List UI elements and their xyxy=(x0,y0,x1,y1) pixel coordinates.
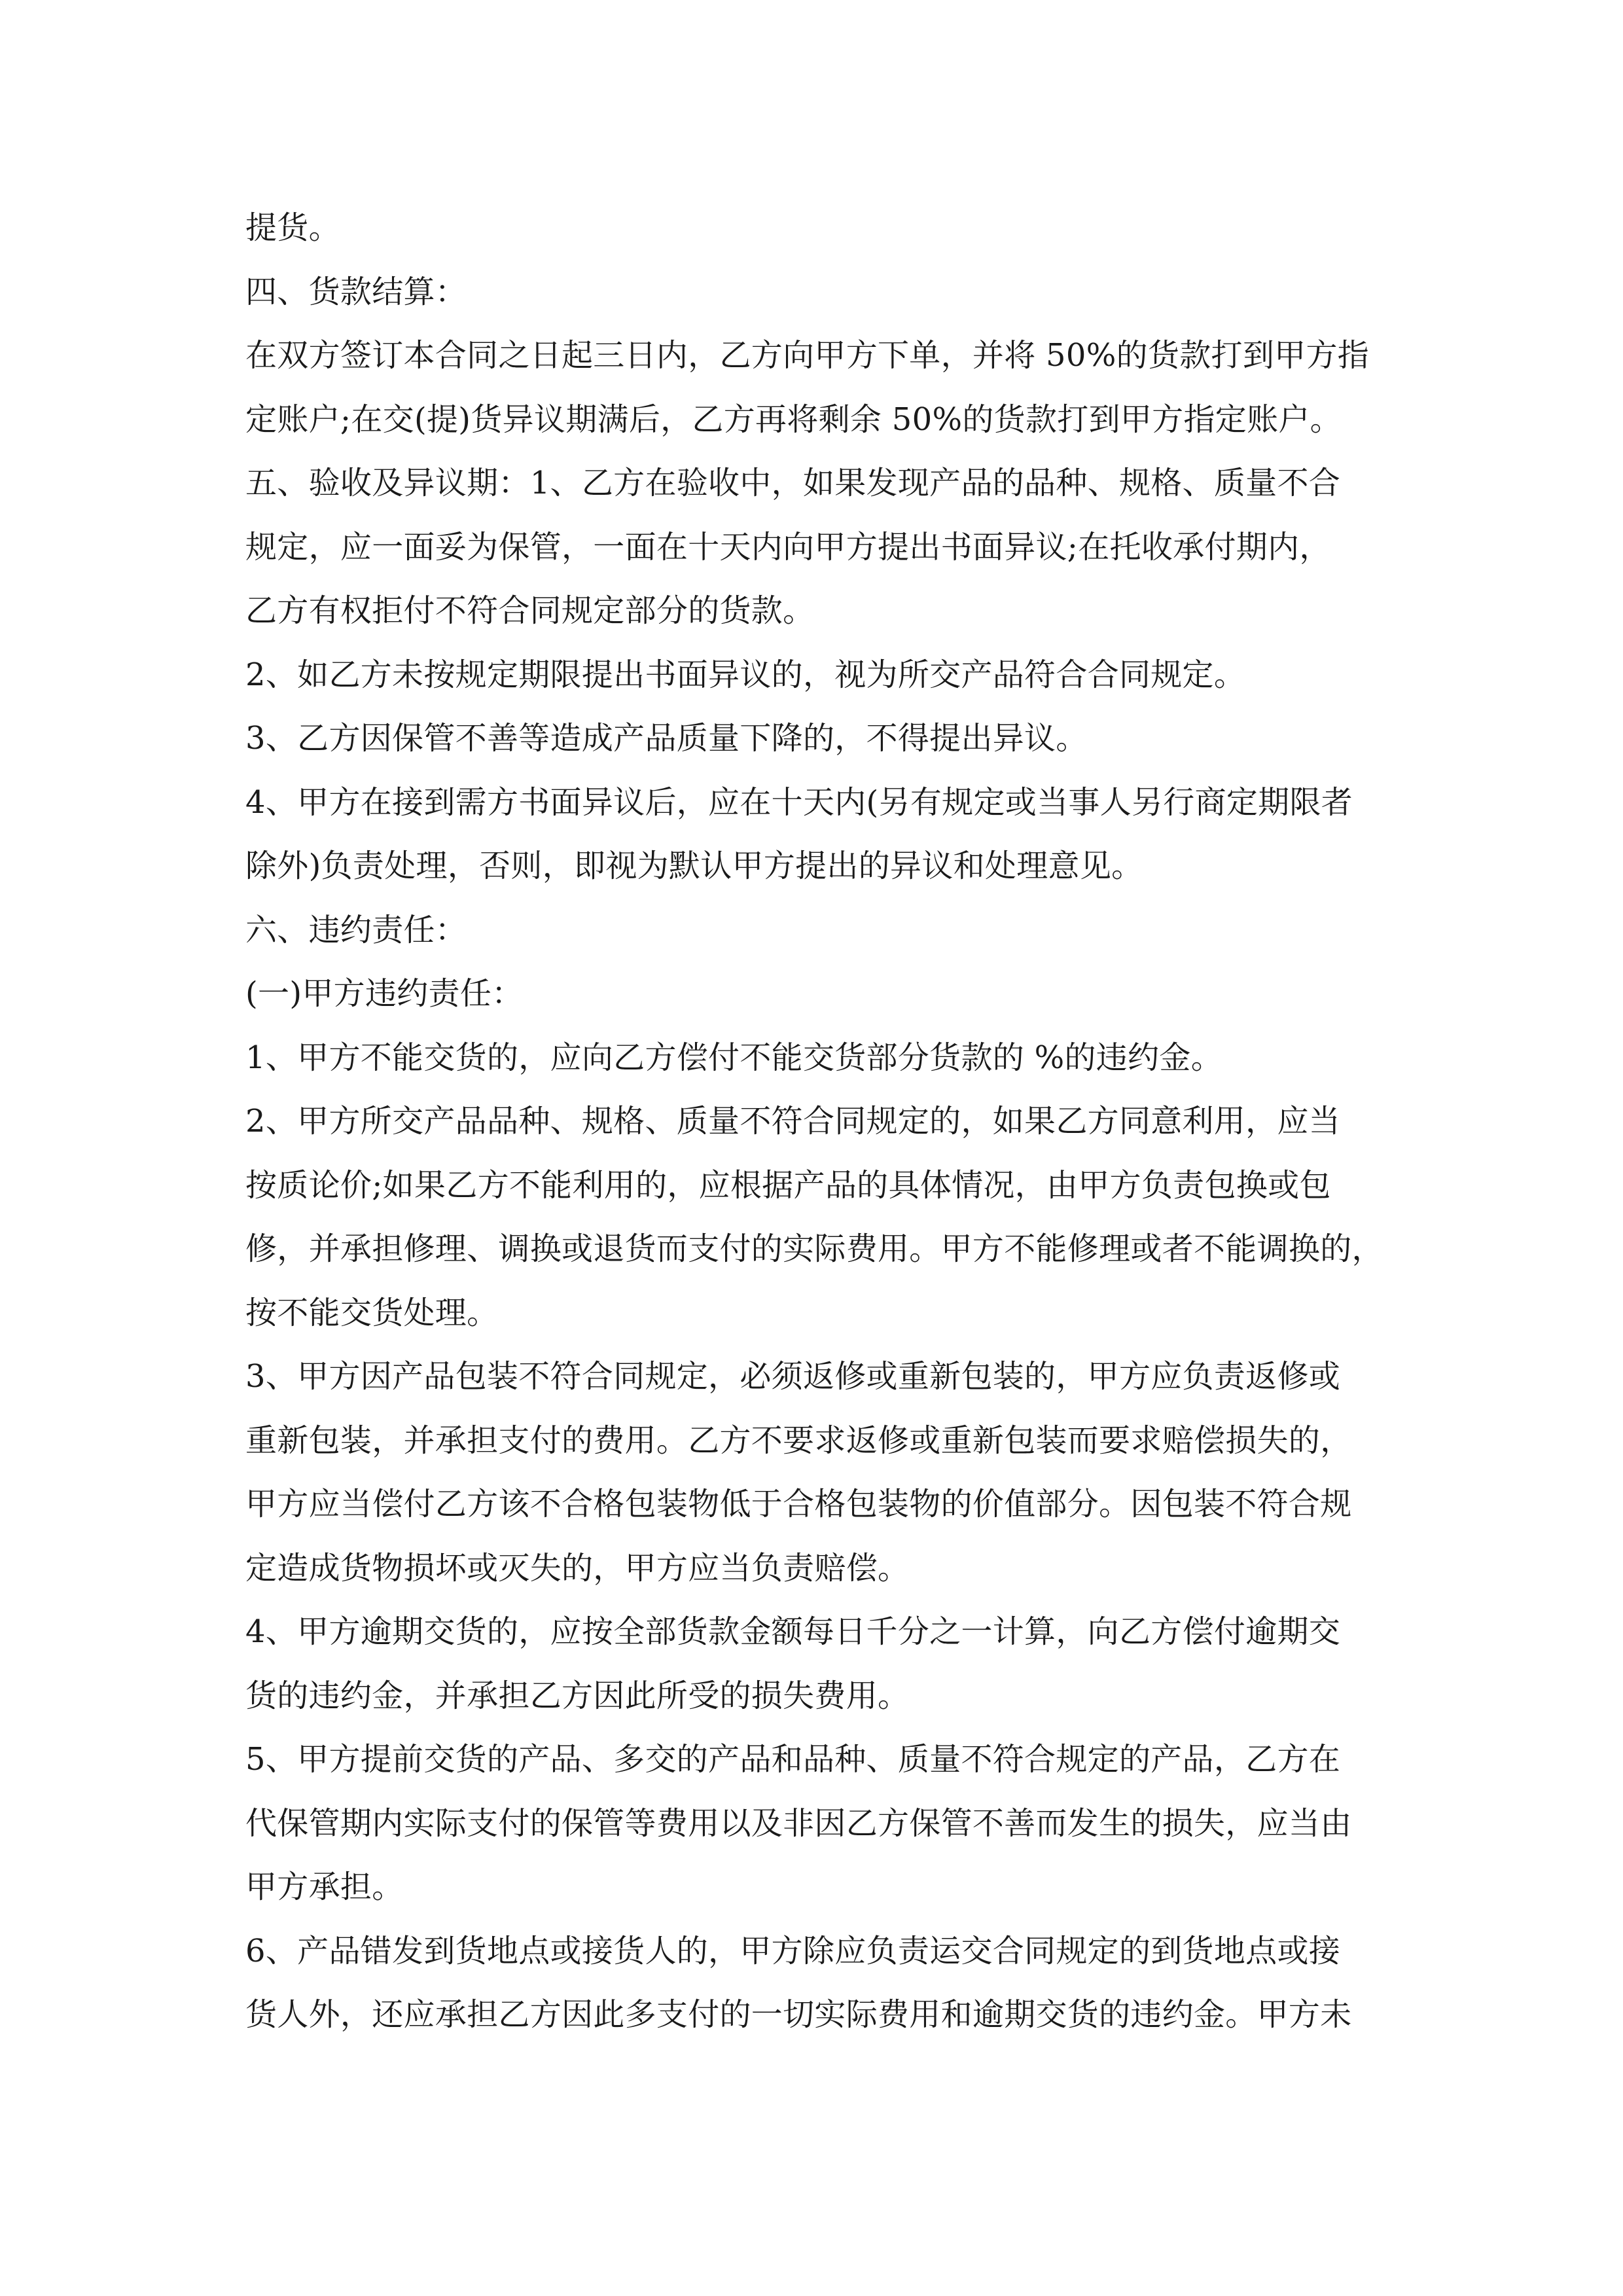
section-heading: 六、违约责任： xyxy=(245,911,467,948)
text-line: 6、产品错发到货地点或接货人的，甲方除应负责运交合同规定的到货地点或接 xyxy=(245,1932,1341,1969)
text-line: 2、如乙方未按规定期限提出书面异议的，视为所交产品符合合同规定。 xyxy=(245,656,1246,693)
text-line: 在双方签订本合同之日起三日内，乙方向甲方下单，并将 50%的货款打到甲方指 xyxy=(245,337,1370,374)
text-line: 3、甲方因产品包装不符合同规定，必须返修或重新包装的，甲方应负责返修或 xyxy=(245,1358,1341,1395)
text-line: 货人外，还应承担乙方因此多支付的一切实际费用和逾期交货的违约金。甲方未 xyxy=(245,1996,1352,2033)
text-line: 1、甲方不能交货的，应向乙方偿付不能交货部分货款的 %的违约金。 xyxy=(245,1039,1223,1076)
text-line: 3、乙方因保管不善等造成产品质量下降的，不得提出异议。 xyxy=(245,720,1088,757)
text-line: 按不能交货处理。 xyxy=(245,1294,499,1331)
text-line: 提货。 xyxy=(245,209,340,246)
text-line: 2、甲方所交产品品种、规格、质量不符合同规定的，如果乙方同意利用，应当 xyxy=(245,1103,1341,1139)
text-line: 货的违约金，并承担乙方因此所受的损失费用。 xyxy=(245,1677,910,1714)
text-line: 定造成货物损坏或灭失的，甲方应当负责赔偿。 xyxy=(245,1549,910,1587)
subsection-heading: (一)甲方违约责任： xyxy=(245,975,524,1012)
section-heading: 四、货款结算： xyxy=(245,273,467,310)
text-line: 5、甲方提前交货的产品、多交的产品和品种、质量不符合规定的产品，乙方在 xyxy=(245,1741,1341,1778)
text-line: 代保管期内实际支付的保管等费用以及非因乙方保管不善而发生的损失，应当由 xyxy=(245,1804,1352,1842)
text-line: 甲方承担。 xyxy=(245,1869,404,1905)
text-line: 4、甲方在接到需方书面异议后，应在十天内(另有规定或当事人另行商定期限者 xyxy=(245,783,1353,821)
text-line: 规定，应一面妥为保管，一面在十天内向甲方提出书面异议;在托收承付期内， xyxy=(245,528,1331,565)
text-line: 按质论价;如果乙方不能利用的，应根据产品的具体情况，由甲方负责包换或包 xyxy=(245,1166,1331,1204)
text-line: 五、验收及异议期：1、乙方在验收中，如果发现产品的品种、规格、质量不合 xyxy=(245,465,1341,501)
text-line: 修，并承担修理、调换或退货而支付的实际费用。甲方不能修理或者不能调换的， xyxy=(245,1230,1383,1267)
text-line: 除外)负责处理，否则，即视为默认甲方提出的异议和处理意见。 xyxy=(245,848,1143,884)
text-line: 定账户;在交(提)货异议期满后，乙方再将剩余 50%的货款打到甲方指定账户。 xyxy=(245,401,1342,438)
text-line: 4、甲方逾期交货的，应按全部货款金额每日千分之一计算，向乙方偿付逾期交 xyxy=(245,1613,1341,1650)
text-line: 重新包装，并承担支付的费用。乙方不要求返修或重新包装而要求赔偿损失的， xyxy=(245,1422,1352,1459)
text-line: 甲方应当偿付乙方该不合格包装物低于合格包装物的价值部分。因包装不符合规 xyxy=(245,1486,1352,1522)
document-page xyxy=(245,196,1387,2047)
text-line: 乙方有权拒付不符合同规定部分的货款。 xyxy=(245,592,815,629)
